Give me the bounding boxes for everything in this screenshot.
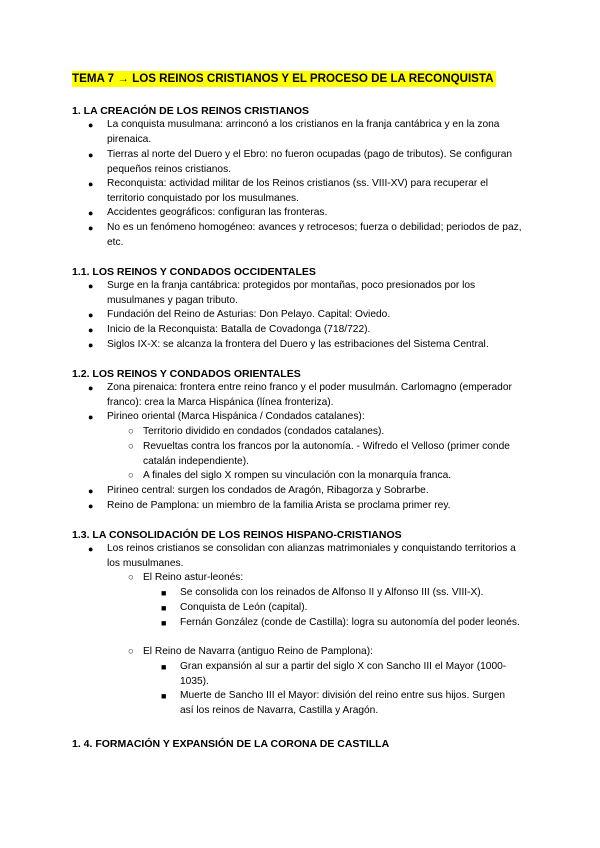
sub-bullet-icon: ○ xyxy=(128,646,134,657)
bullet-icon: ● xyxy=(88,325,94,335)
list-item: Reconquista: actividad militar de los Reinos cristianos (ss. VIII-XV) para recuperar el territorio conquistado por los musulmanes. xyxy=(107,178,489,204)
bullet-icon: ● xyxy=(88,310,94,320)
list-item: La conquista musulmana: arrinconó a los cristianos en la franja cantábrica y en la zona pirenaica. xyxy=(107,119,500,145)
list-item: Fundación del Reino de Asturias: Don Pelayo. Capital: Oviedo. xyxy=(107,309,391,320)
list-item: Siglos IX-X: se alcanza la frontera del Duero y las estribaciones del Sistema Central. xyxy=(107,339,489,350)
section-1-2-heading: 1.2. LOS REINOS Y CONDADOS ORIENTALES xyxy=(72,368,301,380)
sub-list-item: El Reino astur-leonés: xyxy=(143,572,244,583)
list-item: Inicio de la Reconquista: Batalla de Covadonga (718/722). xyxy=(107,324,371,335)
list-item: Pirineo oriental (Marca Hispánica / Condados catalanes): xyxy=(107,411,365,422)
bullet-icon: ● xyxy=(88,501,94,511)
sub-sub-list-item: Se consolida con los reinados de Alfonso II y Alfonso III (ss. VIII-X). xyxy=(180,587,484,598)
list-item: Pirineo central: surgen los condados de Aragón, Ribagorza y Sobrarbe. xyxy=(107,485,429,496)
bullet-icon: ● xyxy=(88,486,94,496)
square-bullet-icon: ■ xyxy=(161,603,167,613)
bullet-icon: ● xyxy=(88,120,94,130)
bullet-icon: ● xyxy=(88,150,94,160)
bullet-icon: ● xyxy=(88,544,94,554)
sub-sub-list-item: Fernán González (conde de Castilla): logra su autonomía del poder leonés. xyxy=(180,617,520,628)
sub-bullet-icon: ○ xyxy=(128,572,134,583)
bullet-icon: ● xyxy=(88,412,94,422)
sub-sub-list-item: Muerte de Sancho III el Mayor: división del reino entre sus hijos. Surgen así los reinos de Navarra, Castilla y Aragón. xyxy=(180,690,506,716)
square-bullet-icon: ■ xyxy=(161,588,167,598)
bullet-icon: ● xyxy=(88,383,94,393)
sub-sub-list-item: Gran expansión al sur a partir del siglo X con Sancho III el Mayor (1000- 1035). xyxy=(180,661,507,687)
list-item: Los reinos cristianos se consolidan con alianzas matrimoniales y conquistando territorios a los musulmanes. xyxy=(107,543,516,569)
square-bullet-icon: ■ xyxy=(161,662,167,672)
sub-list-item: El Reino de Navarra (antiguo Reino de Pamplona): xyxy=(143,646,373,657)
sub-list-item: Territorio dividido en condados (condados catalanes). xyxy=(143,426,385,437)
bullet-icon: ● xyxy=(88,281,94,291)
sub-bullet-icon: ○ xyxy=(128,426,134,437)
square-bullet-icon: ■ xyxy=(161,691,167,701)
list-item: Zona pirenaica: frontera entre reino franco y el poder musulmán. Carlomagno (emperador franco): crea la Marca Hispánica (línea fronteriza). xyxy=(107,382,512,408)
sub-bullet-icon: ○ xyxy=(128,470,134,481)
section-1-heading: 1. LA CREACIÓN DE LOS REINOS CRISTIANOS xyxy=(72,105,310,117)
sub-bullet-icon: ○ xyxy=(128,441,134,452)
bullet-icon: ● xyxy=(88,208,94,218)
bullet-icon: ● xyxy=(88,179,94,189)
sub-sub-list-item: Conquista de León (capital). xyxy=(180,602,308,613)
section-1-1-heading: 1.1. LOS REINOS Y CONDADOS OCCIDENTALES xyxy=(72,266,316,278)
square-bullet-icon: ■ xyxy=(161,618,167,628)
sub-list-item: Revueltas contra los francos por la autonomía. - Wifredo el Velloso (primer conde catalán independiente). xyxy=(143,441,510,467)
section-1-4-heading: 1. 4. FORMACIÓN Y EXPANSIÓN DE LA CORONA DE CASTILLA xyxy=(72,738,390,750)
page-title: TEMA 7 → LOS REINOS CRISTIANOS Y EL PROCESO DE LA RECONQUISTA xyxy=(72,72,494,85)
list-item: No es un fenómeno homogéneo: avances y retrocesos; fuerza o debilidad; periodos de paz, etc. xyxy=(107,222,522,248)
list-item: Reino de Pamplona: un miembro de la familia Arista se proclama primer rey. xyxy=(107,500,451,511)
section-1-3-heading: 1.3. LA CONSOLIDACIÓN DE LOS REINOS HISPANO-CRISTIANOS xyxy=(72,529,402,541)
bullet-icon: ● xyxy=(88,223,94,233)
sub-list-item: A finales del siglo X rompen su vinculación con la monarquía franca. xyxy=(143,470,452,481)
bullet-icon: ● xyxy=(88,340,94,350)
list-item: Accidentes geográficos: configuran las fronteras. xyxy=(107,207,328,218)
list-item: Tierras al norte del Duero y el Ebro: no fueron ocupadas (pago de tributos). Se configuran pequeños reinos cristianos. xyxy=(107,149,513,175)
list-item: Surge en la franja cantábrica: protegidos por montañas, poco presionados por los musulmanes y pagan tributo. xyxy=(107,280,476,306)
